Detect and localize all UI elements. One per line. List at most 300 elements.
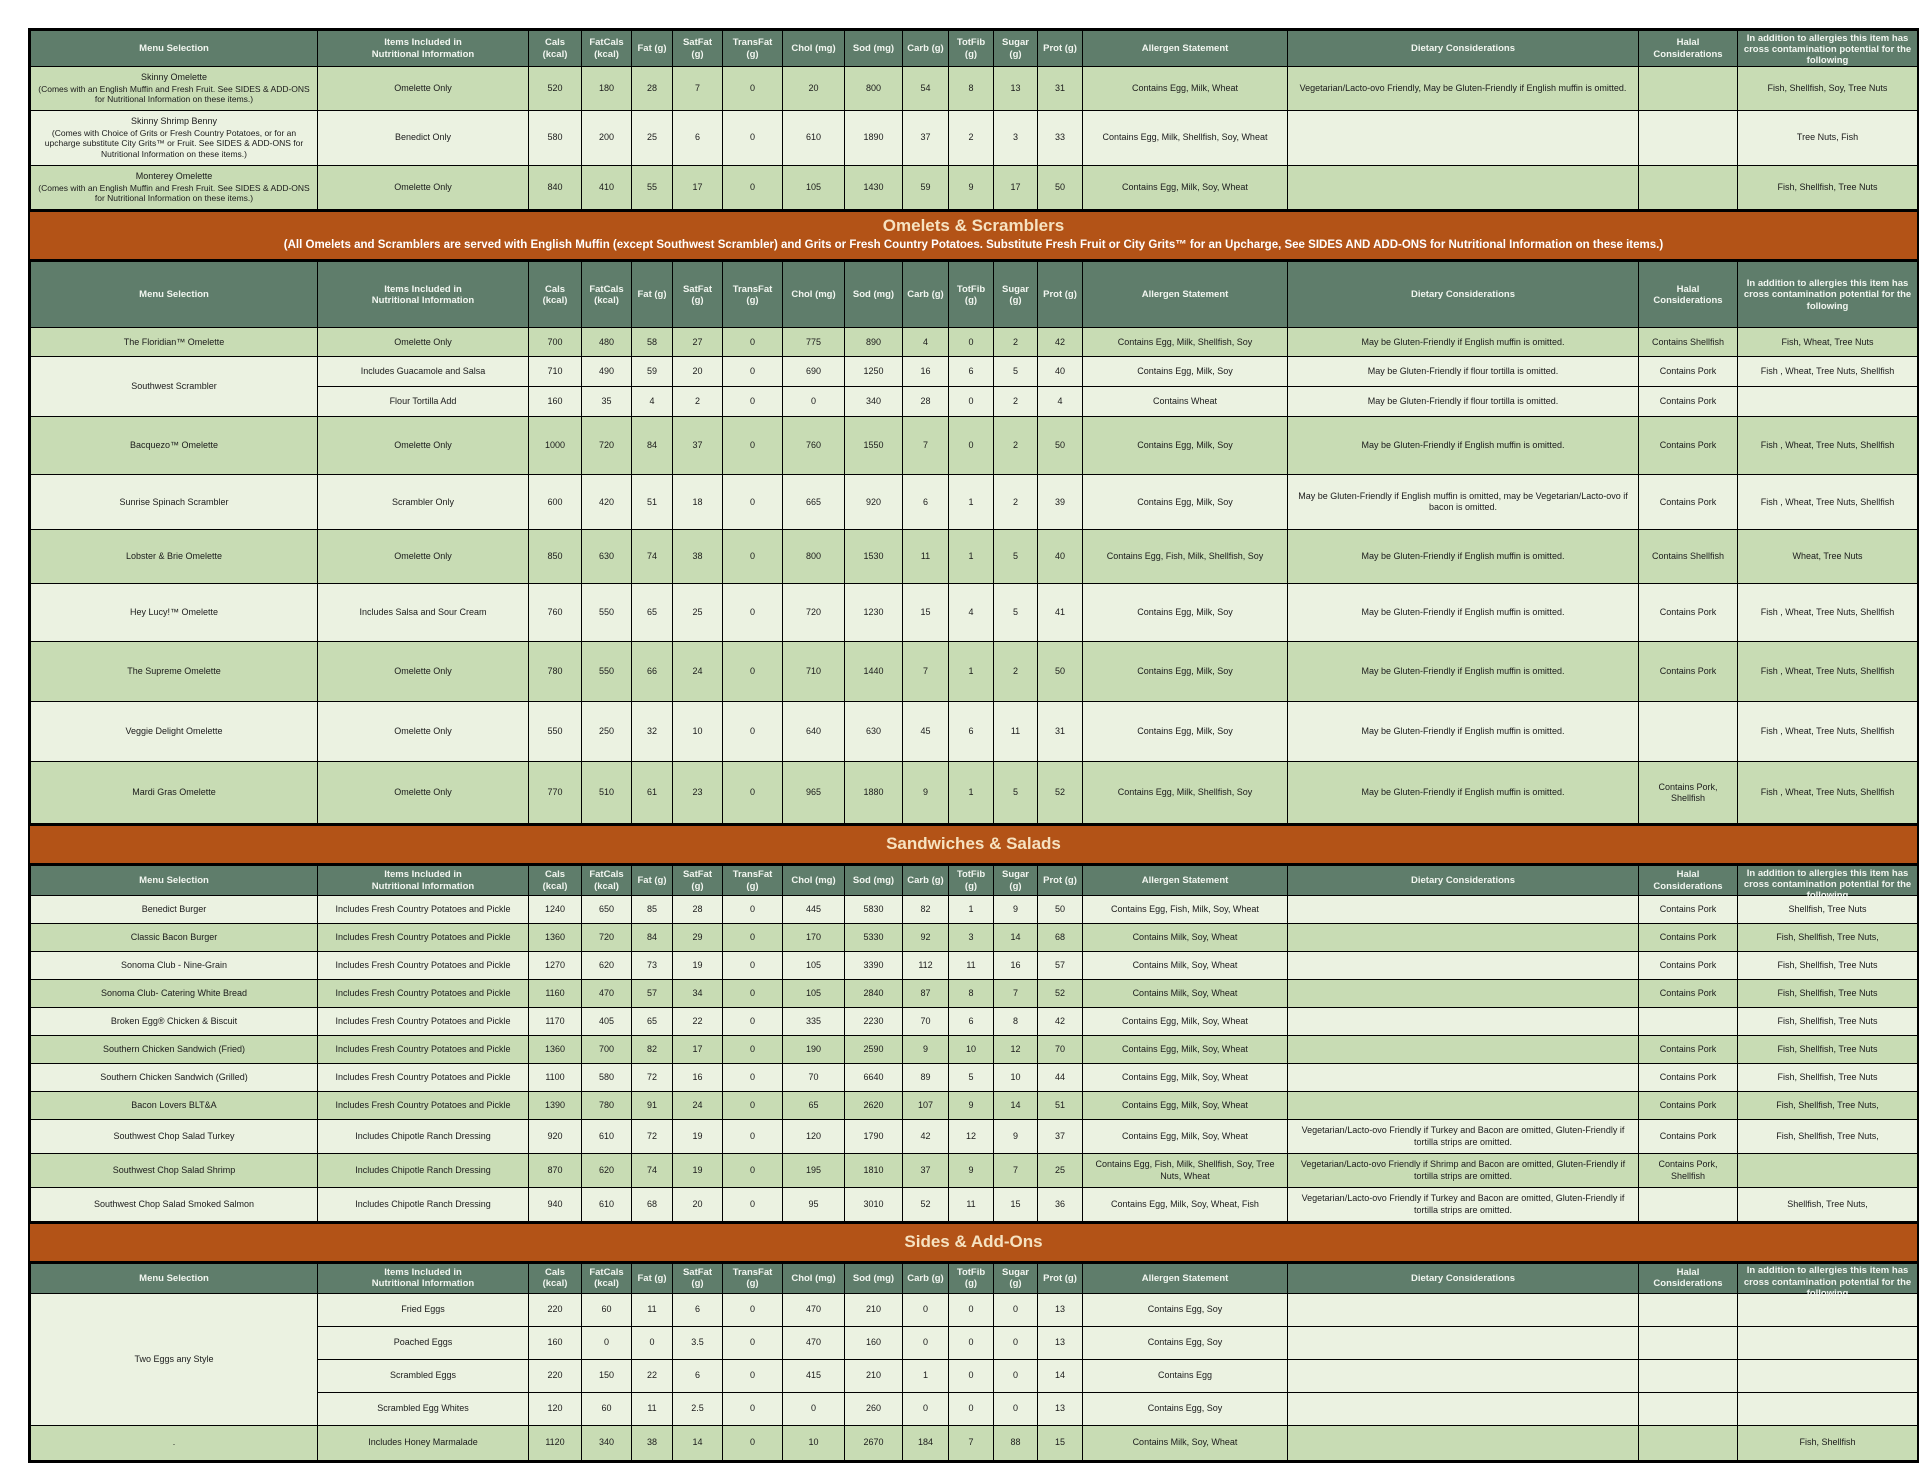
value-sugar-cell: 2 xyxy=(994,328,1038,357)
value-cals-cell: 160 xyxy=(529,1326,582,1359)
column-header-menu xyxy=(31,31,318,67)
column-header-label: Fat (g) xyxy=(637,289,667,301)
value-chol-cell: 195 xyxy=(783,1154,845,1188)
column-header-label: Sugar (g) xyxy=(1002,1267,1029,1290)
value-chol-cell: 775 xyxy=(783,328,845,357)
value-transfat-cell: 0 xyxy=(723,642,783,702)
value-carb-cell: 52 xyxy=(903,1188,949,1222)
column-header-carb xyxy=(903,1263,949,1293)
value-fat-cell: 11 xyxy=(632,1293,673,1326)
value-chol-cell: 710 xyxy=(783,642,845,702)
value-prot-cell: 52 xyxy=(1038,762,1083,824)
dietary-considerations-cell xyxy=(1288,952,1639,980)
value-sugar-cell: 14 xyxy=(994,1092,1038,1120)
menu-item-name: Monterey Omelette xyxy=(135,171,213,182)
value-fatcals-cell: 35 xyxy=(582,387,632,417)
column-header-row xyxy=(31,866,1918,896)
value-fatcals-cell: 700 xyxy=(582,1036,632,1064)
value-cals-cell: 120 xyxy=(529,1392,582,1425)
value-sod-cell: 1530 xyxy=(845,530,903,584)
items-included-cell: Flour Tortilla Add xyxy=(318,387,529,417)
column-header-prot xyxy=(1038,1263,1083,1293)
cross-contamination-cell xyxy=(1738,1359,1918,1392)
value-transfat-cell: 0 xyxy=(723,1359,783,1392)
column-header-allergen xyxy=(1083,1263,1288,1293)
value-fatcals-cell: 180 xyxy=(582,67,632,111)
column-header-fat xyxy=(632,866,673,896)
menu-selection-cell xyxy=(31,1036,318,1064)
cross-contamination-cell xyxy=(1738,387,1918,417)
value-prot-cell: 4 xyxy=(1038,387,1083,417)
value-fat-cell: 4 xyxy=(632,387,673,417)
value-sugar-cell: 16 xyxy=(994,952,1038,980)
value-prot-cell: 39 xyxy=(1038,475,1083,530)
value-fat-cell: 59 xyxy=(632,357,673,387)
value-carb-cell: 15 xyxy=(903,584,949,642)
value-totfib-cell: 3 xyxy=(949,924,994,952)
value-cals-cell: 1000 xyxy=(529,417,582,475)
cross-contamination-cell: Tree Nuts, Fish xyxy=(1738,111,1918,166)
column-header-fat xyxy=(632,1263,673,1293)
halal-considerations-cell: Contains Pork xyxy=(1639,896,1738,924)
allergen-statement-cell: Contains Egg, Milk, Soy, Wheat xyxy=(1083,1092,1288,1120)
column-header-prot xyxy=(1038,262,1083,328)
value-sugar-cell: 7 xyxy=(994,1154,1038,1188)
value-carb-cell: 107 xyxy=(903,1092,949,1120)
dietary-considerations-cell xyxy=(1288,1326,1639,1359)
allergen-statement-cell: Contains Egg, Milk, Soy, Wheat, Fish xyxy=(1083,1188,1288,1222)
items-included-cell: Includes Fresh Country Potatoes and Pickle xyxy=(318,1008,529,1036)
value-sugar-cell: 5 xyxy=(994,762,1038,824)
menu-item-name: Skinny Omelette xyxy=(140,72,208,83)
items-included-cell: Scrambled Eggs xyxy=(318,1359,529,1392)
halal-considerations-cell xyxy=(1639,702,1738,762)
value-prot-cell: 52 xyxy=(1038,980,1083,1008)
value-cals-cell: 780 xyxy=(529,642,582,702)
items-included-cell: Scrambled Egg Whites xyxy=(318,1392,529,1425)
dietary-considerations-cell xyxy=(1288,1008,1639,1036)
dietary-considerations-cell: May be Gluten-Friendly if flour tortilla is omitted. xyxy=(1288,357,1639,387)
value-sod-cell: 1880 xyxy=(845,762,903,824)
value-cals-cell: 870 xyxy=(529,1154,582,1188)
items-included-cell: Includes Salsa and Sour Cream xyxy=(318,584,529,642)
section-title: Sandwiches & Salads xyxy=(886,834,1061,854)
value-fatcals-cell: 610 xyxy=(582,1120,632,1154)
dietary-considerations-cell: Vegetarian/Lacto-ovo Friendly if Shrimp and Bacon are omitted, Gluten-Friendly if tortilla strips are omitted. xyxy=(1288,1154,1639,1188)
menu-item-name: Lobster & Brie Omelette xyxy=(125,551,223,562)
allergen-statement-cell: Contains Egg, Milk, Wheat xyxy=(1083,67,1288,111)
items-included-cell: Omelette Only xyxy=(318,166,529,210)
dietary-considerations-cell xyxy=(1288,1359,1639,1392)
allergen-statement-cell: Contains Milk, Soy, Wheat xyxy=(1083,980,1288,1008)
value-fat-cell: 32 xyxy=(632,702,673,762)
value-chol-cell: 760 xyxy=(783,417,845,475)
menu-selection-cell xyxy=(31,417,318,475)
value-chol-cell: 20 xyxy=(783,67,845,111)
value-fatcals-cell: 405 xyxy=(582,1008,632,1036)
value-fatcals-cell: 250 xyxy=(582,702,632,762)
menu-row xyxy=(31,952,1918,980)
value-sod-cell: 920 xyxy=(845,475,903,530)
value-transfat-cell: 0 xyxy=(723,1008,783,1036)
nutrition-table-sandwiches-salads xyxy=(30,865,1918,1222)
column-header-label: TotFib (g) xyxy=(956,1267,986,1290)
column-header-menu xyxy=(31,262,318,328)
column-header-label: In addition to allergies this item has cross contamination potential for the following xyxy=(1743,1265,1912,1299)
column-header-dietary xyxy=(1288,31,1639,67)
column-header-label: Sod (mg) xyxy=(852,1272,895,1284)
value-fat-cell: 22 xyxy=(632,1359,673,1392)
value-sugar-cell: 7 xyxy=(994,980,1038,1008)
value-sod-cell: 2590 xyxy=(845,1036,903,1064)
menu-selection-cell xyxy=(31,1064,318,1092)
column-header-label: Prot (g) xyxy=(1043,42,1077,54)
value-sod-cell: 6640 xyxy=(845,1064,903,1092)
menu-item-name: Veggie Delight Omelette xyxy=(125,726,223,737)
value-transfat-cell: 0 xyxy=(723,530,783,584)
value-fat-cell: 61 xyxy=(632,762,673,824)
halal-considerations-cell xyxy=(1639,67,1738,111)
items-included-cell: Includes Fresh Country Potatoes and Pickle xyxy=(318,1036,529,1064)
column-header-label: Cals (kcal) xyxy=(542,1267,568,1290)
halal-considerations-cell: Contains Shellfish xyxy=(1639,328,1738,357)
value-sugar-cell: 88 xyxy=(994,1425,1038,1460)
value-totfib-cell: 12 xyxy=(949,1120,994,1154)
value-satfat-cell: 19 xyxy=(673,1154,723,1188)
menu-selection-cell xyxy=(31,762,318,824)
value-transfat-cell: 0 xyxy=(723,952,783,980)
value-prot-cell: 13 xyxy=(1038,1392,1083,1425)
column-header-cross xyxy=(1738,31,1918,67)
nutrition-table-sides-add-ons xyxy=(30,1263,1918,1461)
nutrition-table-omelets-scramblers xyxy=(30,261,1918,824)
column-header-label: Sod (mg) xyxy=(852,875,895,887)
value-prot-cell: 57 xyxy=(1038,952,1083,980)
section-title: Sides & Add-Ons xyxy=(904,1232,1043,1252)
menu-row xyxy=(31,1036,1918,1064)
value-carb-cell: 11 xyxy=(903,530,949,584)
value-transfat-cell: 0 xyxy=(723,1120,783,1154)
value-carb-cell: 37 xyxy=(903,111,949,166)
value-fatcals-cell: 720 xyxy=(582,417,632,475)
dietary-considerations-cell: Vegetarian/Lacto-ovo Friendly, May be Gluten-Friendly if English muffin is omitted. xyxy=(1288,67,1639,111)
menu-row xyxy=(31,1188,1918,1222)
value-totfib-cell: 1 xyxy=(949,762,994,824)
section-band-omelets-scramblers xyxy=(30,210,1917,261)
menu-row xyxy=(31,762,1918,824)
items-included-cell: Includes Guacamole and Salsa xyxy=(318,357,529,387)
value-satfat-cell: 24 xyxy=(673,1092,723,1120)
value-carb-cell: 4 xyxy=(903,328,949,357)
menu-item-note: (Comes with an English Muffin and Fresh Fruit. See SIDES & ADD-ONS for Nutritional Information on these items.) xyxy=(38,182,310,204)
value-prot-cell: 13 xyxy=(1038,1326,1083,1359)
menu-item-name: Southwest Chop Salad Smoked Salmon xyxy=(93,1199,255,1210)
column-header-prot xyxy=(1038,31,1083,67)
value-fat-cell: 65 xyxy=(632,584,673,642)
value-chol-cell: 470 xyxy=(783,1326,845,1359)
menu-row xyxy=(31,980,1918,1008)
column-header-label: Sugar (g) xyxy=(1002,869,1029,892)
value-transfat-cell: 0 xyxy=(723,111,783,166)
value-carb-cell: 184 xyxy=(903,1425,949,1460)
value-carb-cell: 42 xyxy=(903,1120,949,1154)
allergen-statement-cell: Contains Egg xyxy=(1083,1359,1288,1392)
dietary-considerations-cell: May be Gluten-Friendly if English muffin is omitted. xyxy=(1288,762,1639,824)
menu-item-name: Two Eggs any Style xyxy=(134,1353,214,1364)
value-satfat-cell: 20 xyxy=(673,1188,723,1222)
dietary-considerations-cell: May be Gluten-Friendly if English muffin is omitted, may be Vegetarian/Lacto-ovo if bacon is omitted. xyxy=(1288,475,1639,530)
column-header-transfat xyxy=(723,1263,783,1293)
value-carb-cell: 87 xyxy=(903,980,949,1008)
value-fat-cell: 65 xyxy=(632,1008,673,1036)
value-totfib-cell: 1 xyxy=(949,642,994,702)
value-fatcals-cell: 480 xyxy=(582,328,632,357)
section-title: Omelets & Scramblers xyxy=(882,216,1065,235)
value-totfib-cell: 11 xyxy=(949,1188,994,1222)
value-sod-cell: 800 xyxy=(845,67,903,111)
allergen-statement-cell: Contains Egg, Milk, Shellfish, Soy, Wheat xyxy=(1083,111,1288,166)
value-sugar-cell: 0 xyxy=(994,1326,1038,1359)
column-header-totfib xyxy=(949,262,994,328)
value-cals-cell: 1360 xyxy=(529,924,582,952)
value-sod-cell: 890 xyxy=(845,328,903,357)
cross-contamination-cell: Shellfish, Tree Nuts, xyxy=(1738,1188,1918,1222)
menu-selection-cell xyxy=(31,1092,318,1120)
column-header-label: SatFat (g) xyxy=(682,283,713,306)
value-fat-cell: 66 xyxy=(632,642,673,702)
menu-item-name: Broken Egg® Chicken & Biscuit xyxy=(110,1016,238,1027)
nutrition-tables xyxy=(28,28,1919,1463)
halal-considerations-cell: Contains Pork xyxy=(1639,475,1738,530)
value-sod-cell: 5830 xyxy=(845,896,903,924)
halal-considerations-cell: Contains Pork xyxy=(1639,924,1738,952)
column-header-label: Prot (g) xyxy=(1043,1272,1077,1284)
value-sugar-cell: 9 xyxy=(994,1120,1038,1154)
halal-considerations-cell xyxy=(1639,1293,1738,1326)
value-cals-cell: 1120 xyxy=(529,1425,582,1460)
column-header-satfat xyxy=(673,866,723,896)
allergen-statement-cell: Contains Egg, Milk, Shellfish, Soy xyxy=(1083,328,1288,357)
value-sod-cell: 1810 xyxy=(845,1154,903,1188)
items-included-cell: Omelette Only xyxy=(318,417,529,475)
value-totfib-cell: 6 xyxy=(949,1008,994,1036)
cross-contamination-cell: Fish , Wheat, Tree Nuts, Shellfish xyxy=(1738,417,1918,475)
value-prot-cell: 68 xyxy=(1038,924,1083,952)
value-sugar-cell: 2 xyxy=(994,417,1038,475)
value-transfat-cell: 0 xyxy=(723,1392,783,1425)
column-header-label: Items Included in Nutritional Information xyxy=(371,869,475,892)
column-header-label: Dietary Considerations xyxy=(1411,1272,1515,1284)
value-sugar-cell: 5 xyxy=(994,357,1038,387)
value-cals-cell: 1160 xyxy=(529,980,582,1008)
value-transfat-cell: 0 xyxy=(723,166,783,210)
column-header-halal xyxy=(1639,1263,1738,1293)
value-cals-cell: 700 xyxy=(529,328,582,357)
column-header-cals xyxy=(529,866,582,896)
column-header-allergen xyxy=(1083,31,1288,67)
column-header-label: Chol (mg) xyxy=(791,875,836,887)
value-prot-cell: 40 xyxy=(1038,530,1083,584)
value-fat-cell: 0 xyxy=(632,1326,673,1359)
dietary-considerations-cell xyxy=(1288,111,1639,166)
dietary-considerations-cell: May be Gluten-Friendly if flour tortilla is omitted. xyxy=(1288,387,1639,417)
value-chol-cell: 610 xyxy=(783,111,845,166)
halal-considerations-cell: Contains Shellfish xyxy=(1639,530,1738,584)
menu-selection-cell xyxy=(31,584,318,642)
value-totfib-cell: 0 xyxy=(949,1392,994,1425)
value-prot-cell: 15 xyxy=(1038,1425,1083,1460)
cross-contamination-cell: Fish , Wheat, Tree Nuts, Shellfish xyxy=(1738,762,1918,824)
column-header-label: In addition to allergies this item has cross contamination potential for the following xyxy=(1743,32,1912,66)
value-chol-cell: 800 xyxy=(783,530,845,584)
value-satfat-cell: 6 xyxy=(673,111,723,166)
value-sod-cell: 1890 xyxy=(845,111,903,166)
value-cals-cell: 220 xyxy=(529,1359,582,1392)
menu-row xyxy=(31,584,1918,642)
cross-contamination-cell: Fish , Wheat, Tree Nuts, Shellfish xyxy=(1738,702,1918,762)
value-sod-cell: 1790 xyxy=(845,1120,903,1154)
value-carb-cell: 7 xyxy=(903,642,949,702)
value-cals-cell: 520 xyxy=(529,67,582,111)
value-totfib-cell: 1 xyxy=(949,475,994,530)
column-header-dietary xyxy=(1288,866,1639,896)
value-sugar-cell: 11 xyxy=(994,702,1038,762)
column-header-label: Halal Considerations xyxy=(1653,1267,1723,1290)
halal-considerations-cell: Contains Pork xyxy=(1639,952,1738,980)
column-header-sod xyxy=(845,262,903,328)
menu-selection-cell xyxy=(31,952,318,980)
value-transfat-cell: 0 xyxy=(723,896,783,924)
value-sod-cell: 3390 xyxy=(845,952,903,980)
items-included-cell: Includes Fresh Country Potatoes and Pickle xyxy=(318,924,529,952)
value-prot-cell: 13 xyxy=(1038,1293,1083,1326)
value-cals-cell: 1360 xyxy=(529,1036,582,1064)
column-header-items xyxy=(318,31,529,67)
value-prot-cell: 44 xyxy=(1038,1064,1083,1092)
column-header-label: Chol (mg) xyxy=(791,1272,836,1284)
column-header-label: In addition to allergies this item has cross contamination potential for the following xyxy=(1743,867,1912,902)
value-sod-cell: 1230 xyxy=(845,584,903,642)
value-carb-cell: 9 xyxy=(903,762,949,824)
column-header-chol xyxy=(783,31,845,67)
menu-row xyxy=(31,111,1918,166)
value-prot-cell: 31 xyxy=(1038,67,1083,111)
value-fatcals-cell: 420 xyxy=(582,475,632,530)
column-header-label: Prot (g) xyxy=(1043,289,1077,301)
menu-item-name: Southwest Chop Salad Shrimp xyxy=(112,1165,236,1176)
value-fat-cell: 68 xyxy=(632,1188,673,1222)
dietary-considerations-cell xyxy=(1288,166,1639,210)
value-sugar-cell: 10 xyxy=(994,1064,1038,1092)
nutrition-table-breakfast-continuation xyxy=(30,30,1918,210)
column-header-label: Dietary Considerations xyxy=(1411,42,1515,54)
value-satfat-cell: 27 xyxy=(673,328,723,357)
value-satfat-cell: 3.5 xyxy=(673,1326,723,1359)
allergen-statement-cell: Contains Egg, Milk, Soy xyxy=(1083,642,1288,702)
value-satfat-cell: 14 xyxy=(673,1425,723,1460)
value-satfat-cell: 22 xyxy=(673,1008,723,1036)
column-header-fat xyxy=(632,262,673,328)
menu-item-name: Sonoma Club - Nine-Grain xyxy=(120,960,228,971)
cross-contamination-cell: Fish, Shellfish, Tree Nuts xyxy=(1738,1064,1918,1092)
value-chol-cell: 120 xyxy=(783,1120,845,1154)
value-fatcals-cell: 780 xyxy=(582,1092,632,1120)
section-band-sides-add-ons xyxy=(30,1222,1917,1263)
items-included-cell: Fried Eggs xyxy=(318,1293,529,1326)
value-totfib-cell: 6 xyxy=(949,702,994,762)
value-sod-cell: 1440 xyxy=(845,642,903,702)
value-fat-cell: 85 xyxy=(632,896,673,924)
dietary-considerations-cell xyxy=(1288,1392,1639,1425)
value-satfat-cell: 37 xyxy=(673,417,723,475)
allergen-statement-cell: Contains Egg, Milk, Soy xyxy=(1083,475,1288,530)
allergen-statement-cell: Contains Milk, Soy, Wheat xyxy=(1083,952,1288,980)
halal-considerations-cell xyxy=(1639,1392,1738,1425)
value-sod-cell: 210 xyxy=(845,1359,903,1392)
value-fat-cell: 82 xyxy=(632,1036,673,1064)
value-satfat-cell: 29 xyxy=(673,924,723,952)
halal-considerations-cell: Contains Pork xyxy=(1639,387,1738,417)
menu-row xyxy=(31,328,1918,357)
value-fat-cell: 28 xyxy=(632,67,673,111)
menu-item-name: Sonoma Club- Catering White Bread xyxy=(100,988,248,999)
value-carb-cell: 70 xyxy=(903,1008,949,1036)
value-prot-cell: 42 xyxy=(1038,1008,1083,1036)
allergen-statement-cell: Contains Egg, Soy xyxy=(1083,1326,1288,1359)
value-fatcals-cell: 200 xyxy=(582,111,632,166)
menu-selection-cell xyxy=(31,642,318,702)
value-carb-cell: 7 xyxy=(903,417,949,475)
value-transfat-cell: 0 xyxy=(723,924,783,952)
menu-selection-cell xyxy=(31,1188,318,1222)
halal-considerations-cell: Contains Pork xyxy=(1639,584,1738,642)
menu-row xyxy=(31,642,1918,702)
allergen-statement-cell: Contains Egg, Soy xyxy=(1083,1293,1288,1326)
column-header-carb xyxy=(903,866,949,896)
value-chol-cell: 665 xyxy=(783,475,845,530)
value-totfib-cell: 1 xyxy=(949,896,994,924)
menu-selection-cell xyxy=(31,357,318,417)
menu-item-name: Skinny Shrimp Benny xyxy=(130,116,218,127)
value-sugar-cell: 13 xyxy=(994,67,1038,111)
value-carb-cell: 16 xyxy=(903,357,949,387)
allergen-statement-cell: Contains Egg, Milk, Soy, Wheat xyxy=(1083,1008,1288,1036)
value-carb-cell: 112 xyxy=(903,952,949,980)
halal-considerations-cell xyxy=(1639,1425,1738,1460)
column-header-row xyxy=(31,31,1918,67)
value-fatcals-cell: 470 xyxy=(582,980,632,1008)
value-fat-cell: 74 xyxy=(632,530,673,584)
value-satfat-cell: 34 xyxy=(673,980,723,1008)
column-header-label: Menu Selection xyxy=(139,42,209,54)
cross-contamination-cell xyxy=(1738,1392,1918,1425)
value-transfat-cell: 0 xyxy=(723,1064,783,1092)
value-satfat-cell: 20 xyxy=(673,357,723,387)
value-sod-cell: 1250 xyxy=(845,357,903,387)
column-header-label: TotFib (g) xyxy=(956,869,986,892)
column-header-label: Dietary Considerations xyxy=(1411,875,1515,887)
allergen-statement-cell: Contains Egg, Milk, Soy, Wheat xyxy=(1083,1064,1288,1092)
column-header-label: Items Included in Nutritional Information xyxy=(371,37,475,60)
column-header-label: Sugar (g) xyxy=(1002,283,1029,306)
value-totfib-cell: 0 xyxy=(949,1359,994,1392)
halal-considerations-cell xyxy=(1639,166,1738,210)
column-header-satfat xyxy=(673,31,723,67)
cross-contamination-cell: Fish, Shellfish, Tree Nuts xyxy=(1738,166,1918,210)
value-totfib-cell: 5 xyxy=(949,1064,994,1092)
column-header-label: Carb (g) xyxy=(907,875,944,887)
value-sod-cell: 160 xyxy=(845,1326,903,1359)
